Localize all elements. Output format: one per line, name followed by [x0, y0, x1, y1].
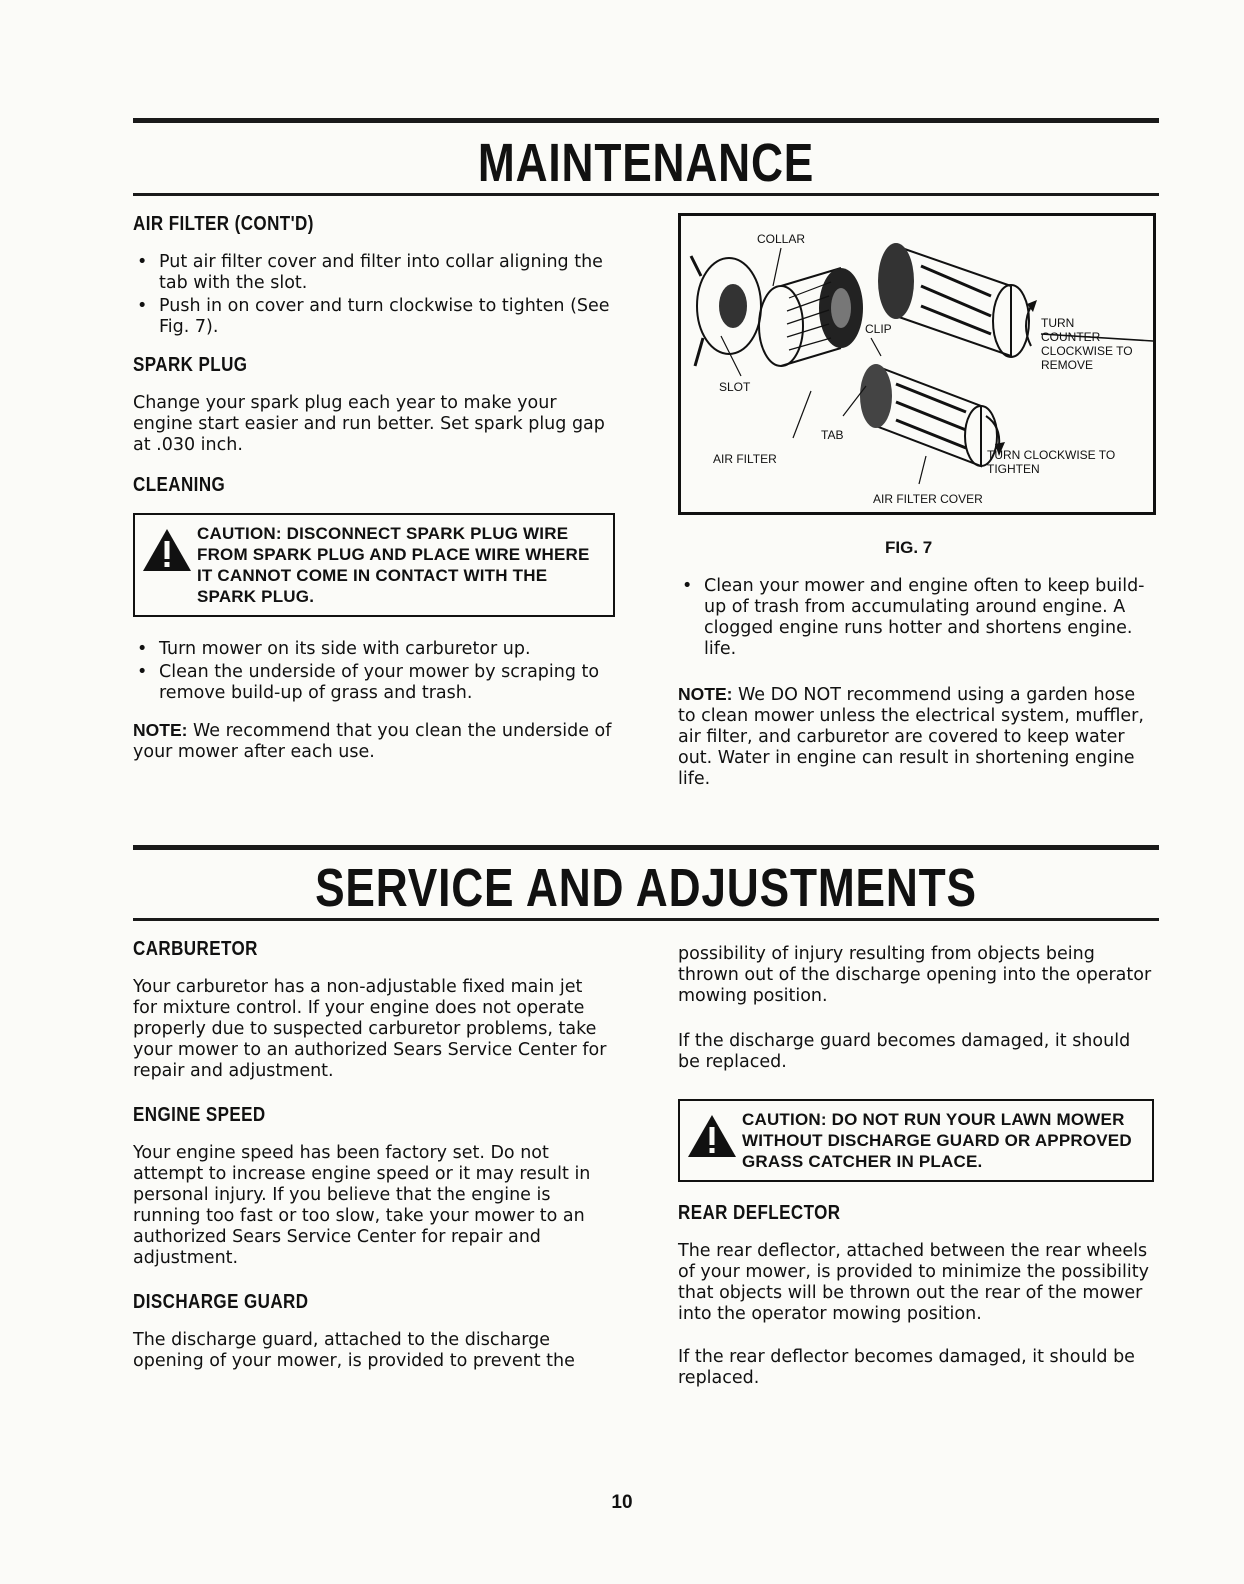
cleaning-steps	[133, 639, 615, 704]
discharge-guard-replace-text: If the discharge guard becomes damaged, it should be replaced.	[678, 1031, 1131, 1072]
discharge-guard-text: The discharge guard, attached to the discharge opening of your mower, is provided to prevent the	[133, 1330, 575, 1371]
spark-plug-heading: SPARK PLUG	[133, 354, 248, 376]
list-item: • Turn mower on its side with carburetor up.	[133, 639, 615, 660]
note-text: We DO NOT recommend using a garden hose to clean mower unless the electrical system, muffler, air filter, and carburetor are covered to keep water out. Water in engine can result in shortening engine life.	[678, 685, 1144, 789]
warning-triangle-icon	[686, 1113, 738, 1159]
figure-label-clip: CLIP	[865, 322, 892, 336]
discharge-caution-text: CAUTION: DO NOT RUN YOUR LAWN MOWER WITHOUT DISCHARGE GUARD OR APPROVED GRASS CATCHER IN PLACE.	[742, 1110, 1132, 1171]
air-filter-heading: AIR FILTER (CONT'D)	[133, 213, 314, 235]
page-number: 10	[611, 1492, 633, 1513]
figure-label-collar: COLLAR	[757, 232, 806, 246]
figure-caption: FIG. 7	[885, 538, 933, 557]
discharge-guard-text-continued: possibility of injury resulting from objects being thrown out of the discharge opening into the operator mowing position.	[678, 944, 1152, 1006]
figure-label-slot: SLOT	[719, 380, 751, 394]
list-item: • Clean your mower and engine often to keep build-up of trash from accumulating around engine. A clogged engine runs hotter and shortens engine. life.	[678, 576, 1156, 660]
figure-label-turn-counterclockwise: TURN COUNTER- CLOCKWISE TO REMOVE	[1041, 316, 1133, 372]
top-rule	[133, 118, 1159, 123]
note-text: We recommend that you clean the underside of your mower after each use.	[133, 721, 612, 762]
maintenance-left-column	[133, 213, 615, 781]
figure-label-tab: TAB	[821, 428, 844, 442]
cleaning-caution-box	[133, 513, 615, 617]
carburetor-heading: CARBURETOR	[133, 938, 258, 960]
service-title: SERVICE AND ADJUSTMENTS	[315, 858, 977, 918]
carburetor-text: Your carburetor has a non-adjustable fixed main jet for mixture control. If your engine does not operate properly due to suspected carburetor problems, take your mower to an authorized Sears Service Center for repair and adjustment.	[133, 977, 607, 1081]
list-item: • Clean the underside of your mower by scraping to remove build-up of grass and trash.	[133, 662, 615, 704]
rear-deflector-text: The rear deflector, attached between the rear wheels of your mower, is provided to minimize the possibility that objects will be thrown out the rear of the mower into the operator mowing position.	[678, 1241, 1149, 1324]
figure-label-air-filter-cover: AIR FILTER COVER	[873, 492, 983, 506]
cleaning-note	[133, 720, 615, 763]
figure-label-air-filter: AIR FILTER	[713, 452, 777, 466]
list-item: • Put air filter cover and filter into collar aligning the tab with the slot.	[133, 252, 615, 294]
spark-plug-text: Change your spark plug each year to make your engine start easier and run better. Set spark plug gap at .030 inch.	[133, 393, 605, 455]
cleaning-heading: CLEANING	[133, 474, 226, 496]
maintenance-right-column	[678, 576, 1156, 808]
warning-triangle-icon	[141, 527, 193, 573]
discharge-guard-heading: DISCHARGE GUARD	[133, 1291, 309, 1313]
note-label: NOTE:	[678, 684, 733, 704]
cleaning-caution-text: CAUTION: DISCONNECT SPARK PLUG WIRE FROM SPARK PLUG AND PLACE WIRE WHERE IT CANNOT COME IN CONTACT WITH THE SPARK PLUG.	[197, 524, 590, 606]
rear-deflector-replace-text: If the rear deflector becomes damaged, it should be replaced.	[678, 1347, 1135, 1388]
rear-deflector-heading: REAR DEFLECTOR	[678, 1202, 841, 1224]
service-left-column	[133, 938, 611, 1390]
garden-hose-note	[678, 684, 1156, 790]
list-item: • Push in on cover and turn clockwise to tighten (See Fig. 7).	[133, 296, 615, 338]
maintenance-title-underline	[133, 193, 1159, 196]
note-label: NOTE:	[133, 720, 188, 740]
cleaning-tips	[678, 576, 1156, 660]
engine-speed-text: Your engine speed has been factory set. Do not attempt to increase engine speed or it may result in personal injury. If you believe that the engine is running too fast or too slow, take your mower to an authorized Sears Service Center for repair and adjustment.	[133, 1143, 591, 1268]
engine-speed-heading: ENGINE SPEED	[133, 1104, 266, 1126]
figure-label-turn-clockwise: TURN CLOCKWISE TO TIGHTEN	[987, 448, 1116, 476]
service-right-column	[678, 944, 1154, 1407]
discharge-caution-box	[678, 1099, 1154, 1182]
air-filter-steps	[133, 252, 615, 338]
service-title-underline	[133, 918, 1159, 921]
service-top-rule	[133, 845, 1159, 850]
maintenance-title: MAINTENANCE	[477, 133, 815, 193]
figure-7	[678, 213, 1156, 515]
